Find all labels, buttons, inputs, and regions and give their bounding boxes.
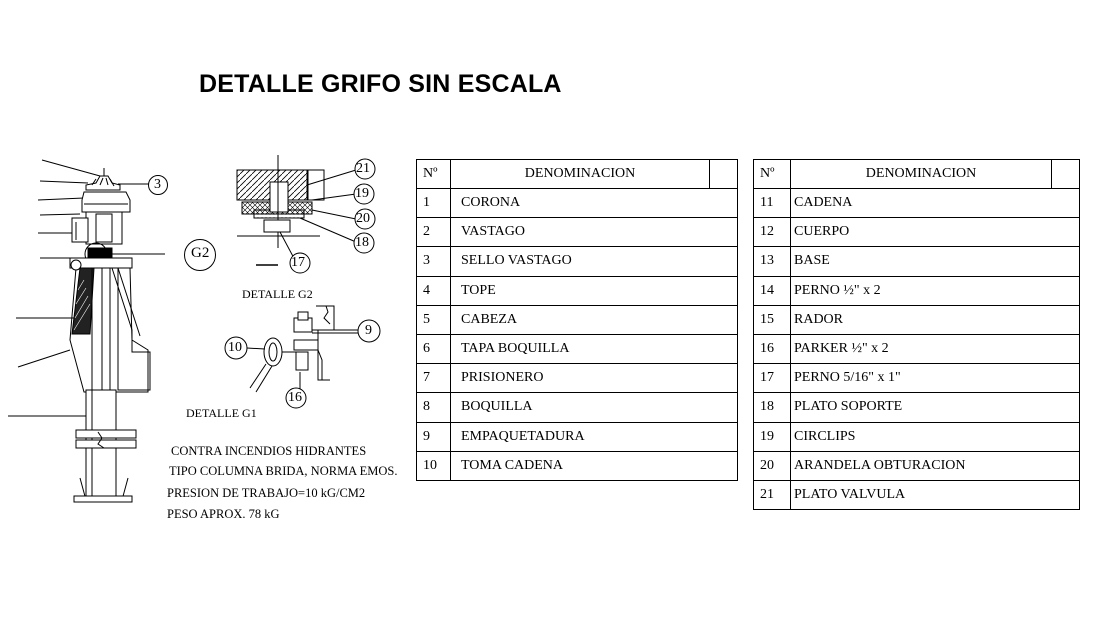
row-denominacion: CADENA: [791, 189, 1080, 218]
detail-g2-label: DETALLE G2: [242, 287, 313, 301]
table-row: [754, 218, 1080, 247]
row-denominacion: BOQUILLA: [451, 393, 738, 422]
row-number: 7: [417, 364, 451, 393]
row-number: 6: [417, 334, 451, 363]
header-name: DENOMINACION: [791, 160, 1052, 189]
note-line-3: PRESION DE TRABAJO=10 kG/CM2: [167, 486, 366, 500]
table-row: [754, 451, 1080, 480]
callout-3-label: 3: [154, 177, 161, 192]
table-row: [754, 422, 1080, 451]
table-row: [754, 189, 1080, 218]
table-row: [754, 276, 1080, 305]
row-number: 19: [754, 422, 791, 451]
table-row: [417, 276, 738, 305]
table-row: [417, 305, 738, 334]
row-denominacion: CUERPO: [791, 218, 1080, 247]
table-row: [417, 393, 738, 422]
detail-g1-drawing: [220, 300, 390, 415]
callout-10-label: 10: [228, 340, 242, 355]
note-line-1: CONTRA INCENDIOS HIDRANTES: [171, 444, 367, 458]
row-denominacion: RADOR: [791, 305, 1080, 334]
table-row: [417, 364, 738, 393]
row-denominacion: ARANDELA OBTURACION: [791, 451, 1080, 480]
row-number: 13: [754, 247, 791, 276]
table-row: [754, 247, 1080, 276]
row-denominacion: EMPAQUETADURA: [451, 422, 738, 451]
row-number: 1: [417, 189, 451, 218]
row-number: 5: [417, 305, 451, 334]
table-row: [417, 189, 738, 218]
row-denominacion: SELLO VASTAGO: [451, 247, 738, 276]
row-number: 2: [417, 218, 451, 247]
row-denominacion: CORONA: [451, 189, 738, 218]
callout-20-label: 20: [356, 211, 370, 226]
callout-21-label: 21: [356, 161, 370, 176]
table-row: [417, 422, 738, 451]
row-number: 15: [754, 305, 791, 334]
note-line-2: TIPO COLUMNA BRIDA, NORMA EMOS.: [169, 464, 398, 478]
note-line-4: PESO APROX. 78 kG: [167, 507, 280, 521]
row-denominacion: BASE: [791, 247, 1080, 276]
row-denominacion: VASTAGO: [451, 218, 738, 247]
row-denominacion: CABEZA: [451, 305, 738, 334]
row-number: 12: [754, 218, 791, 247]
callout-16-label: 16: [288, 390, 302, 405]
row-number: 10: [417, 451, 451, 480]
row-denominacion: PARKER ½" x 2: [791, 334, 1080, 363]
row-number: 8: [417, 393, 451, 422]
row-denominacion: TOMA CADENA: [451, 451, 738, 480]
callout-9-label: 9: [365, 323, 372, 338]
row-number: 3: [417, 247, 451, 276]
callout-18-label: 18: [355, 235, 369, 250]
table-row: [417, 247, 738, 276]
header-spacer: [710, 160, 738, 189]
row-denominacion: PRISIONERO: [451, 364, 738, 393]
table-row: [754, 393, 1080, 422]
row-denominacion: PLATO SOPORTE: [791, 393, 1080, 422]
row-denominacion: TAPA BOQUILLA: [451, 334, 738, 363]
row-denominacion: PERNO ½" x 2: [791, 276, 1080, 305]
hydrant-elevation-drawing: [0, 150, 165, 515]
table-row: [417, 451, 738, 480]
row-denominacion: PERNO 5/16" x 1": [791, 364, 1080, 393]
table-row: [754, 305, 1080, 334]
row-denominacion: CIRCLIPS: [791, 422, 1080, 451]
row-number: 14: [754, 276, 791, 305]
header-no: Nº: [417, 160, 451, 189]
callout-19-label: 19: [355, 186, 369, 201]
callout-g2-label: G2: [191, 245, 210, 261]
row-denominacion: PLATO VALVULA: [791, 480, 1080, 509]
row-number: 18: [754, 393, 791, 422]
table-row: [754, 364, 1080, 393]
row-number: 9: [417, 422, 451, 451]
table-row: [417, 218, 738, 247]
row-number: 4: [417, 276, 451, 305]
table-row: [754, 334, 1080, 363]
row-number: 16: [754, 334, 791, 363]
table-row: [754, 480, 1080, 509]
header-spacer: [1052, 160, 1080, 189]
row-number: 17: [754, 364, 791, 393]
callout-3: [118, 172, 170, 200]
page-title: DETALLE GRIFO SIN ESCALA: [199, 70, 562, 98]
table-row: [417, 334, 738, 363]
parts-table-left: [416, 159, 738, 481]
header-name: DENOMINACION: [451, 160, 710, 189]
table-header-row: [417, 160, 738, 189]
row-number: 11: [754, 189, 791, 218]
table-header-row: [754, 160, 1080, 189]
header-no: Nº: [754, 160, 791, 189]
row-denominacion: TOPE: [451, 276, 738, 305]
row-number: 20: [754, 451, 791, 480]
parts-table-right: [753, 159, 1080, 510]
detail-g1-label: DETALLE G1: [186, 406, 257, 420]
row-number: 21: [754, 480, 791, 509]
callout-17-label: 17: [291, 255, 305, 270]
